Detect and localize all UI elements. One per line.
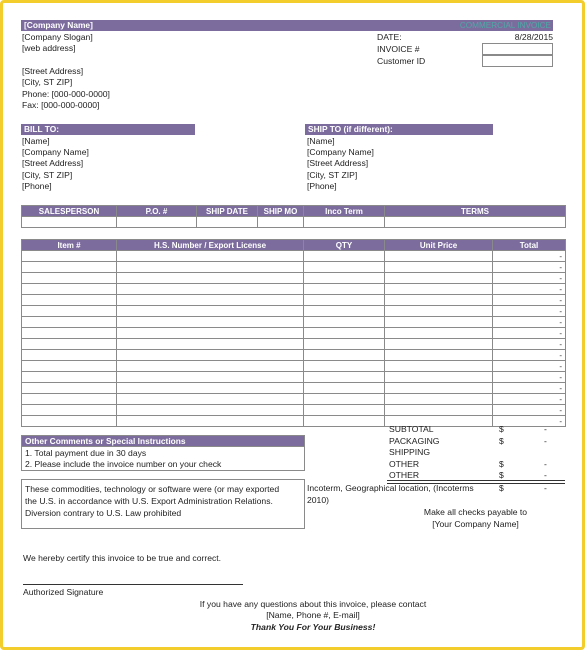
shipping-label: SHIPPING <box>389 447 431 457</box>
company-street: [Street Address] <box>22 66 84 76</box>
invoice-title: COMMERCIAL INVOICE <box>459 21 551 30</box>
shipping-header-row <box>22 206 566 217</box>
export-line-3: Diversion contrary to U.S. Law prohibited <box>25 508 182 518</box>
unit-price-cell[interactable] <box>385 295 493 306</box>
total-cell: - <box>493 328 566 339</box>
incoterm-value: - <box>544 483 547 493</box>
total-cell: - <box>493 394 566 405</box>
item-row <box>22 328 566 339</box>
item-number-cell[interactable] <box>22 306 117 317</box>
item-number-cell[interactable] <box>22 339 117 350</box>
items-table <box>21 239 566 427</box>
company-city: [City, ST ZIP] <box>22 77 73 87</box>
qty-cell[interactable] <box>304 416 385 427</box>
hs-number-cell[interactable] <box>117 273 304 284</box>
inco-term-header: Inco Term <box>304 206 385 217</box>
bill-to-phone: [Phone] <box>22 181 52 191</box>
hs-number-cell[interactable] <box>117 383 304 394</box>
item-number-cell[interactable] <box>22 284 117 295</box>
inco-term-cell[interactable] <box>304 217 385 228</box>
item-row <box>22 295 566 306</box>
comment-line-2: 2. Please include the invoice number on your check <box>25 459 222 469</box>
total-cell: - <box>493 306 566 317</box>
company-name: [Company Name] <box>24 20 93 30</box>
item-row <box>22 317 566 328</box>
incoterm-line-2: 2010) <box>307 495 329 505</box>
item-number-header: Item # <box>22 240 117 251</box>
qty-cell[interactable] <box>304 284 385 295</box>
company-fax: Fax: [000-000-0000] <box>22 100 100 110</box>
item-row <box>22 339 566 350</box>
hs-number-cell[interactable] <box>117 416 304 427</box>
item-number-cell[interactable] <box>22 295 117 306</box>
other-1-currency: $ <box>499 459 504 469</box>
ship-to-header: SHIP TO (if different): <box>305 124 493 135</box>
unit-price-cell[interactable] <box>385 361 493 372</box>
contact-info: [Name, Phone #, E-mail] <box>266 610 360 620</box>
unit-price-cell[interactable] <box>385 328 493 339</box>
shipping-value-row <box>22 217 566 228</box>
export-line-2: the U.S. in accordance with U.S. Export Administration Relations. <box>25 496 273 506</box>
hs-number-cell[interactable] <box>117 350 304 361</box>
other-2-currency: $ <box>499 470 504 480</box>
item-row <box>22 306 566 317</box>
qty-cell[interactable] <box>304 251 385 262</box>
ship-date-header: SHIP DATE <box>197 206 258 217</box>
item-row <box>22 350 566 361</box>
total-cell: - <box>493 295 566 306</box>
unit-price-cell[interactable] <box>385 405 493 416</box>
total-cell: - <box>493 339 566 350</box>
item-row <box>22 394 566 405</box>
hs-number-cell[interactable] <box>117 306 304 317</box>
item-number-cell[interactable] <box>22 251 117 262</box>
hs-number-cell[interactable] <box>117 328 304 339</box>
item-number-cell[interactable] <box>22 383 117 394</box>
other-1-value: - <box>544 459 547 469</box>
item-number-cell[interactable] <box>22 405 117 416</box>
item-number-cell[interactable] <box>22 317 117 328</box>
unit-price-cell[interactable] <box>385 284 493 295</box>
totals-divider-top <box>387 480 565 481</box>
ship-to-city: [City, ST ZIP] <box>307 170 358 180</box>
item-row <box>22 361 566 372</box>
certify-statement: We hereby certify this invoice to be true and correct. <box>23 553 222 563</box>
total-cell: - <box>493 383 566 394</box>
qty-cell[interactable] <box>304 372 385 383</box>
qty-cell[interactable] <box>304 394 385 405</box>
qty-cell[interactable] <box>304 273 385 284</box>
item-row <box>22 383 566 394</box>
unit-price-cell[interactable] <box>385 251 493 262</box>
salesperson-cell[interactable] <box>22 217 117 228</box>
qty-cell[interactable] <box>304 328 385 339</box>
po-number-header: P.O. # <box>117 206 197 217</box>
item-row <box>22 262 566 273</box>
item-number-cell[interactable] <box>22 416 117 427</box>
signature-line[interactable] <box>23 584 243 585</box>
customer-id-label: Customer ID <box>377 56 426 66</box>
unit-price-cell[interactable] <box>385 350 493 361</box>
item-row <box>22 273 566 284</box>
invoice-number-field[interactable] <box>482 43 553 55</box>
total-cell: - <box>493 372 566 383</box>
thank-you: Thank You For Your Business! <box>250 622 376 632</box>
po-number-cell[interactable] <box>117 217 197 228</box>
item-number-cell[interactable] <box>22 273 117 284</box>
unit-price-cell[interactable] <box>385 339 493 350</box>
customer-id-field[interactable] <box>482 55 553 67</box>
qty-header: QTY <box>304 240 385 251</box>
qty-cell[interactable] <box>304 262 385 273</box>
hs-number-cell[interactable] <box>117 295 304 306</box>
company-slogan: [Company Slogan] <box>22 32 93 42</box>
packaging-label: PACKAGING <box>389 436 440 446</box>
item-row <box>22 405 566 416</box>
ship-to-phone: [Phone] <box>307 181 337 191</box>
total-cell: - <box>493 405 566 416</box>
other-2-label: OTHER <box>389 470 420 480</box>
item-row <box>22 284 566 295</box>
unit-price-cell[interactable] <box>385 262 493 273</box>
invoice-number-label: INVOICE # <box>377 44 420 54</box>
unit-price-cell[interactable] <box>385 317 493 328</box>
comments-box[interactable] <box>21 446 305 471</box>
total-header: Total <box>493 240 566 251</box>
unit-price-cell[interactable] <box>385 273 493 284</box>
terms-header: TERMS <box>385 206 566 217</box>
payable-line-1: Make all checks payable to <box>423 507 528 517</box>
qty-cell[interactable] <box>304 350 385 361</box>
unit-price-cell[interactable] <box>385 383 493 394</box>
total-cell: - <box>493 361 566 372</box>
qty-cell[interactable] <box>304 306 385 317</box>
bill-to-company: [Company Name] <box>22 147 89 157</box>
hs-number-cell[interactable] <box>117 361 304 372</box>
unit-price-cell[interactable] <box>385 394 493 405</box>
hs-number-cell[interactable] <box>117 251 304 262</box>
qty-cell[interactable] <box>304 383 385 394</box>
payable-line-2: [Your Company Name] <box>432 519 519 529</box>
bill-to-street: [Street Address] <box>22 158 84 168</box>
subtotal-currency: $ <box>499 424 504 434</box>
shipping-table <box>21 205 566 228</box>
salesperson-header: SALESPERSON <box>22 206 117 217</box>
item-row <box>22 251 566 262</box>
hs-number-cell[interactable] <box>117 405 304 416</box>
item-number-cell[interactable] <box>22 394 117 405</box>
item-number-cell[interactable] <box>22 372 117 383</box>
other-2-value: - <box>544 470 547 480</box>
terms-cell[interactable] <box>385 217 566 228</box>
date-value[interactable]: 8/28/2015 <box>514 32 553 42</box>
unit-price-header: Unit Price <box>385 240 493 251</box>
total-cell: - <box>493 416 566 427</box>
ship-to-company: [Company Name] <box>307 147 374 157</box>
hs-number-cell[interactable] <box>117 394 304 405</box>
subtotal-label: SUBTOTAL <box>389 424 434 434</box>
items-header-row <box>22 240 566 251</box>
qty-cell[interactable] <box>304 405 385 416</box>
export-notice-box <box>21 479 305 529</box>
qty-cell[interactable] <box>304 361 385 372</box>
qty-cell[interactable] <box>304 295 385 306</box>
total-cell: - <box>493 251 566 262</box>
contact-line: If you have any questions about this invoice, please contact <box>199 599 427 609</box>
hs-number-cell[interactable] <box>117 339 304 350</box>
ship-mode-header: SHIP MO <box>258 206 304 217</box>
subtotal-value: - <box>544 424 547 434</box>
bill-to-name: [Name] <box>22 136 50 146</box>
item-row <box>22 416 566 427</box>
comments-header: Other Comments or Special Instructions <box>21 435 305 447</box>
ship-date-cell[interactable] <box>197 217 258 228</box>
qty-cell[interactable] <box>304 317 385 328</box>
item-number-cell[interactable] <box>22 361 117 372</box>
incoterm-line-1: Incoterm, Geographical location, (Incoterms <box>307 483 474 493</box>
total-cell: - <box>493 262 566 273</box>
item-number-cell[interactable] <box>22 328 117 339</box>
bill-to-city: [City, ST ZIP] <box>22 170 73 180</box>
total-cell: - <box>493 350 566 361</box>
ship-to-name: [Name] <box>307 136 335 146</box>
item-row <box>22 372 566 383</box>
item-number-cell[interactable] <box>22 262 117 273</box>
date-label: DATE: <box>377 32 402 42</box>
unit-price-cell[interactable] <box>385 306 493 317</box>
other-1-label: OTHER <box>389 459 420 469</box>
packaging-value: - <box>544 436 547 446</box>
total-cell: - <box>493 317 566 328</box>
ship-to-street: [Street Address] <box>307 158 369 168</box>
company-web: [web address] <box>22 43 76 53</box>
hs-number-cell[interactable] <box>117 317 304 328</box>
company-phone: Phone: [000-000-0000] <box>22 89 110 99</box>
hs-number-cell[interactable] <box>117 372 304 383</box>
total-cell: - <box>493 273 566 284</box>
incoterm-currency: $ <box>499 483 504 493</box>
hs-number-cell[interactable] <box>117 262 304 273</box>
comment-line-1: 1. Total payment due in 30 days <box>25 448 147 458</box>
packaging-currency: $ <box>499 436 504 446</box>
qty-cell[interactable] <box>304 339 385 350</box>
export-line-1: These commodities, technology or software were (or may exported <box>25 484 280 494</box>
ship-mode-cell[interactable] <box>258 217 304 228</box>
bill-to-header: BILL TO: <box>21 124 195 135</box>
signature-label: Authorized Signature <box>23 587 104 597</box>
hs-number-cell[interactable] <box>117 284 304 295</box>
hs-number-header: H.S. Number / Export License <box>117 240 304 251</box>
total-cell: - <box>493 284 566 295</box>
unit-price-cell[interactable] <box>385 372 493 383</box>
item-number-cell[interactable] <box>22 350 117 361</box>
